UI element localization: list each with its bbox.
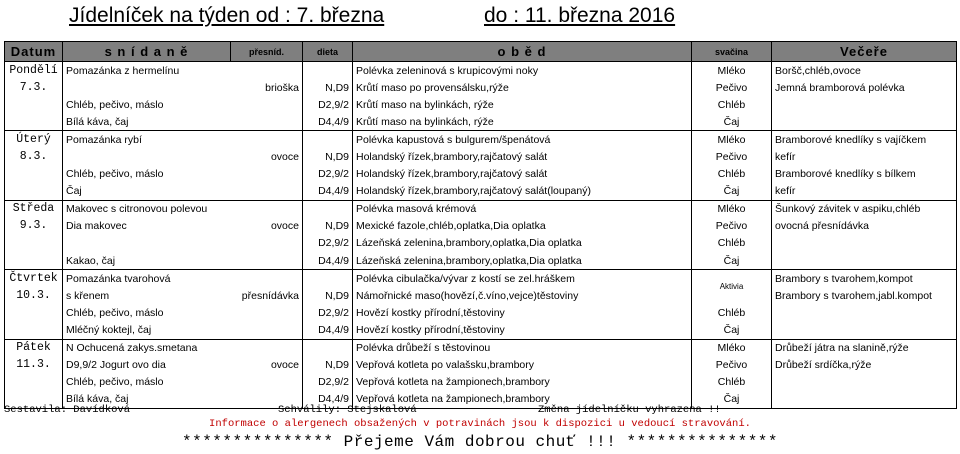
cell-vecere: Drůbeží srdíčka,rýže (772, 357, 957, 374)
header-datum: Datum (5, 42, 63, 62)
cell-svacina: Čaj (692, 391, 772, 409)
day-cell (5, 304, 63, 321)
cell-snidane: Makovec s citronovou polevou (63, 200, 231, 218)
cell-snidane: Chléb, pečivo, máslo (63, 96, 231, 113)
menu-row (5, 62, 957, 80)
cell-svacina: Pečivo (692, 148, 772, 165)
cell-snidane: Pomazánka tvarohová (63, 270, 231, 288)
cell-snidane: Mléčný koktejl, čaj (63, 321, 231, 339)
day-cell (5, 321, 63, 339)
cell-dieta (303, 200, 353, 218)
cell-snidane: Čaj (63, 183, 231, 201)
cell-dieta: N,D9 (303, 148, 353, 165)
menu-body (5, 62, 957, 409)
menu-title (0, 0, 960, 36)
cell-snidane: s křenem (63, 287, 231, 304)
cell-svacina: Mléko (692, 131, 772, 149)
cell-vecere: ovocná přesnídávka (772, 218, 957, 235)
menu-row (5, 131, 957, 149)
cell-svacina: Chléb (692, 235, 772, 252)
cell-vecere: Drůbeží játra na slanině,rýže (772, 339, 957, 357)
day-cell (5, 96, 63, 113)
day-cell (5, 374, 63, 391)
cell-snidane: Kakao, čaj (63, 252, 231, 270)
title-week-from: Jídelníček na týden od : 7. března (69, 4, 385, 27)
cell-dieta: D4,4/9 (303, 252, 353, 270)
cell-svacina: Aktivia (692, 270, 772, 305)
menu-row (5, 252, 957, 270)
cell-svacina: Pečivo (692, 79, 772, 96)
cell-svacina: Pečivo (692, 357, 772, 374)
header-obed: o b ě d (353, 42, 692, 62)
header-dieta: dieta (303, 42, 353, 62)
cell-vecere (772, 252, 957, 270)
footer-zmena: Změna jídelníčku vyhrazena !! (538, 404, 721, 416)
cell-presnid: ovoce (270, 220, 299, 233)
day-cell (5, 235, 63, 252)
menu-table (4, 41, 957, 409)
footer-banner: *************** Přejeme Vám dobrou chuť !!! *************** (182, 433, 778, 451)
cell-obed: Mexické fazole,chléb,oplatka,Dia oplatka (353, 218, 692, 235)
cell-presnid (231, 339, 303, 357)
cell-dieta: D4,4/9 (303, 113, 353, 131)
menu-row (5, 183, 957, 201)
cell-dieta: D4,4/9 (303, 183, 353, 201)
cell-svacina: Čaj (692, 183, 772, 201)
menu-row (5, 321, 957, 339)
cell-obed: Holandský řízek,brambory,rajčatový salát(loupaný) (353, 183, 692, 201)
day-cell (5, 113, 63, 131)
cell-snidane: Pomazánka z hermelínu (63, 62, 231, 80)
day-date: 10.3. (5, 287, 63, 304)
cell-presnid: ovoce (270, 359, 299, 372)
cell-obed: Krůtí maso na bylinkách, rýže (353, 96, 692, 113)
cell-dieta: D2,9/2 (303, 96, 353, 113)
header-svacina: svačina (692, 42, 772, 62)
cell-vecere (772, 96, 957, 113)
cell-snidane (63, 79, 231, 96)
day-cell (5, 166, 63, 183)
cell-vecere: Bramborové knedlíky s vajíčkem (772, 131, 957, 149)
cell-vecere: Jemná bramborová polévka (772, 79, 957, 96)
cell-presnid (231, 270, 303, 288)
cell-vecere (772, 321, 957, 339)
cell-vecere: Šunkový závitek v aspiku,chléb (772, 200, 957, 218)
footer-signatures (4, 404, 956, 418)
cell-dieta: N,D9 (303, 357, 353, 374)
cell-presnid (231, 183, 303, 201)
day-name: Čtvrtek (5, 270, 63, 288)
cell-svacina: Pečivo (692, 218, 772, 235)
cell-presnid (231, 374, 303, 391)
cell-obed: Polévka zeleninová s krupicovými noky (353, 62, 692, 80)
menu-row (5, 166, 957, 183)
day-name: Pondělí (5, 62, 63, 80)
cell-svacina: Čaj (692, 113, 772, 131)
cell-vecere: Brambory s tvarohem,jabl.kompot (772, 287, 957, 304)
cell-obed: Holandský řízek,brambory,rajčatový salát (353, 148, 692, 165)
menu-row (5, 339, 957, 357)
menu-row (5, 200, 957, 218)
cell-presnid: ovoce (270, 151, 299, 164)
cell-dieta (303, 131, 353, 149)
title-week-to: do : 11. března 2016 (484, 4, 676, 27)
cell-presnid (231, 62, 303, 80)
cell-dieta (303, 62, 353, 80)
menu-row (5, 270, 957, 288)
cell-presnid: přesnídávka (241, 289, 299, 302)
day-name: Pátek (5, 339, 63, 357)
menu-row (5, 374, 957, 391)
cell-dieta: D2,9/2 (303, 235, 353, 252)
cell-snidane: Dia makovec (63, 218, 231, 235)
menu-row (5, 218, 957, 235)
cell-svacina: Chléb (692, 304, 772, 321)
cell-obed: Krůtí maso po provensálsku,rýže (353, 79, 692, 96)
cell-dieta: D2,9/2 (303, 304, 353, 321)
cell-snidane: N Ochucená zakys.smetana (63, 339, 231, 357)
header-row (5, 42, 957, 62)
cell-dieta: N,D9 (303, 79, 353, 96)
cell-dieta: D2,9/2 (303, 374, 353, 391)
cell-svacina: Mléko (692, 62, 772, 80)
day-date: 11.3. (5, 357, 63, 374)
cell-snidane (63, 148, 231, 165)
cell-vecere: Bramborové knedlíky s bílkem (772, 166, 957, 183)
menu-row (5, 148, 957, 165)
cell-presnid (231, 321, 303, 339)
cell-snidane: Bílá káva, čaj (63, 113, 231, 131)
cell-snidane: Pomazánka rybí (63, 131, 231, 149)
day-name: Úterý (5, 131, 63, 149)
cell-dieta: D2,9/2 (303, 166, 353, 183)
cell-presnid (231, 252, 303, 270)
cell-obed: Vepřová kotleta po valašsku,brambory (353, 357, 692, 374)
cell-obed: Polévka drůbeží s těstovinou (353, 339, 692, 357)
cell-dieta: D4,4/9 (303, 321, 353, 339)
cell-obed: Krůtí maso na bylinkách, rýže (353, 113, 692, 131)
cell-obed: Lázeňská zelenina,brambory,oplatka,Dia oplatka (353, 252, 692, 270)
day-date: 9.3. (5, 218, 63, 235)
cell-presnid (231, 200, 303, 218)
cell-vecere (772, 113, 957, 131)
cell-snidane: Chléb, pečivo, máslo (63, 374, 231, 391)
menu-row (5, 96, 957, 113)
cell-presnid (231, 304, 303, 321)
cell-vecere (772, 304, 957, 321)
cell-presnid (231, 235, 303, 252)
cell-dieta: N,D9 (303, 287, 353, 304)
cell-presnid: brioška (265, 81, 299, 94)
day-date: 8.3. (5, 148, 63, 165)
cell-dieta (303, 339, 353, 357)
cell-presnid (231, 131, 303, 149)
header-vecere: Večeře (772, 42, 957, 62)
cell-vecere: Boršč,chléb,ovoce (772, 62, 957, 80)
cell-dieta (303, 270, 353, 288)
cell-vecere (772, 235, 957, 252)
cell-presnid (231, 96, 303, 113)
cell-snidane (63, 235, 231, 252)
cell-snidane: Chléb, pečivo, máslo (63, 304, 231, 321)
cell-vecere: kefír (772, 148, 957, 165)
header-snidane: s n í d a n ě (63, 42, 231, 62)
cell-obed: Vepřová kotleta na žampionech,brambory (353, 391, 692, 409)
cell-obed: Hovězí kostky přírodní,těstoviny (353, 321, 692, 339)
cell-vecere: kefír (772, 183, 957, 201)
menu-row (5, 287, 957, 304)
footer-schvalily: Schválily: Stejskalová (278, 404, 417, 416)
cell-snidane: Bílá káva, čaj (63, 391, 231, 409)
cell-obed: Holandský řízek,brambory,rajčatový salát (353, 166, 692, 183)
day-cell (5, 252, 63, 270)
cell-obed: Polévka kapustová s bulgurem/špenátová (353, 131, 692, 149)
menu-row (5, 79, 957, 96)
cell-snidane: Chléb, pečivo, máslo (63, 166, 231, 183)
cell-obed: Polévka cibulačka/vývar z kostí se zel.hráškem (353, 270, 692, 288)
cell-svacina: Chléb (692, 374, 772, 391)
cell-obed: Hovězí kostky přírodní,těstoviny (353, 304, 692, 321)
cell-dieta: N,D9 (303, 218, 353, 235)
menu-row (5, 304, 957, 321)
day-date: 7.3. (5, 79, 63, 96)
cell-vecere: Brambory s tvarohem,kompot (772, 270, 957, 288)
day-name: Středa (5, 200, 63, 218)
cell-obed: Polévka masová krémová (353, 200, 692, 218)
cell-obed: Lázeňská zelenina,brambory,oplatka,Dia oplatka (353, 235, 692, 252)
cell-svacina: Chléb (692, 166, 772, 183)
footer-allergens: Informace o alergenech obsažených v potravinách jsou k dispozici u vedoucí stravování. (209, 418, 751, 430)
cell-dieta: D4,4/9 (303, 391, 353, 409)
menu-row (5, 113, 957, 131)
cell-obed: Vepřová kotleta na žampionech,brambory (353, 374, 692, 391)
menu-row (5, 357, 957, 374)
cell-presnid (231, 166, 303, 183)
header-presnid: přesníd. (231, 42, 303, 62)
cell-obed: Námořnické maso(hovězí,č.víno,vejce)těstoviny (353, 287, 692, 304)
menu-row (5, 235, 957, 252)
cell-snidane: D9,9/2 Jogurt ovo dia (63, 357, 231, 374)
cell-svacina: Mléko (692, 339, 772, 357)
cell-svacina: Čaj (692, 252, 772, 270)
day-cell (5, 183, 63, 201)
cell-svacina: Mléko (692, 200, 772, 218)
cell-vecere (772, 374, 957, 391)
cell-svacina: Chléb (692, 96, 772, 113)
cell-svacina: Čaj (692, 321, 772, 339)
cell-presnid (231, 113, 303, 131)
footer-sestavila: Sestavila: Davídková (4, 404, 131, 416)
